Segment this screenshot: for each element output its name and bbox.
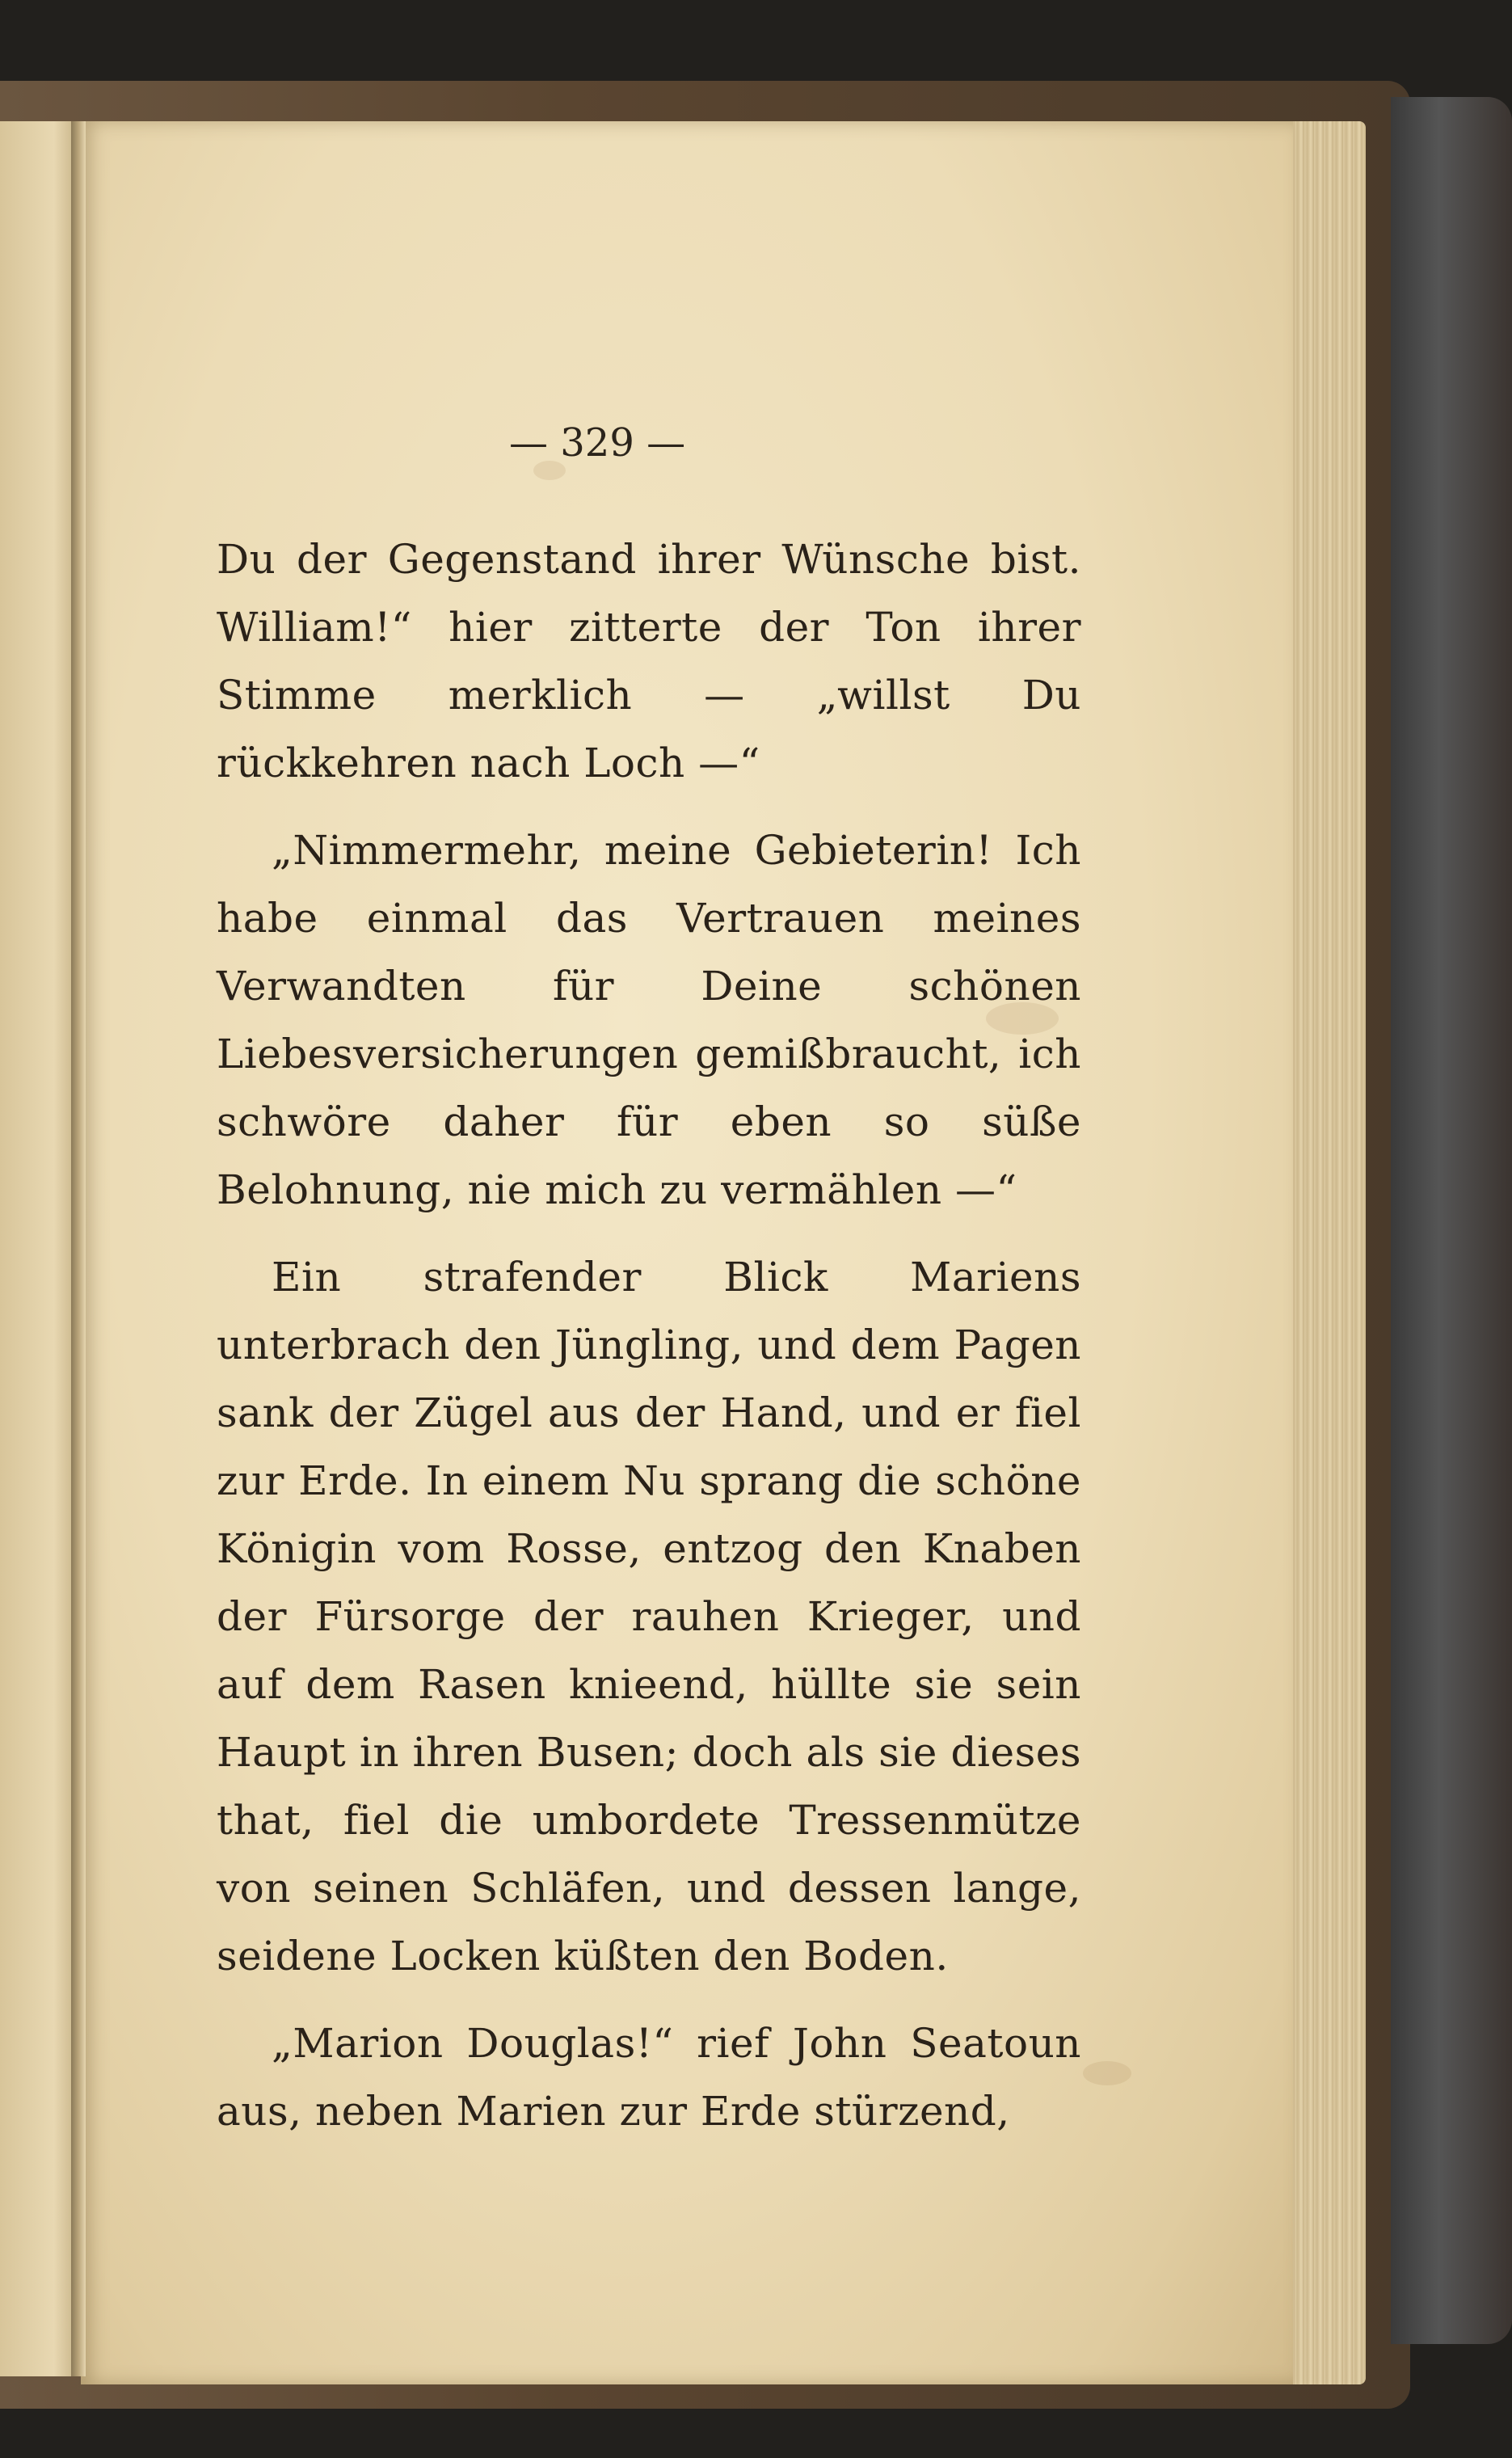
page-text (217, 525, 1081, 2145)
book-cover-edge (1391, 97, 1512, 2344)
paragraph: „Nimmermehr, meine Gebieterin! Ich habe einmal das Vertrauen meines Verwandten für Deine schönen Liebesversicherungen gemißbraucht, ich schwöre daher für eben so süße Belohnung, nie mich zu vermählen —“ (217, 827, 1081, 1213)
paragraph: Ein strafender Blick Mariens unterbrach den Jüngling, und dem Pagen sank der Zügel aus der Hand, und er fiel zur Erde. In einem Nu sprang die schöne Königin vom Rosse, entzog den Knaben der Fürsorge der rauhen Krieger, und auf dem Rasen knieend, hüllte sie sein Haupt in ihren Busen; doch als sie dieses that, fiel die umbordete Tressenmütze von seinen Schläfen, und dessen lange, seidene Locken küßten den Boden. (217, 1254, 1081, 1979)
book-gutter (71, 121, 86, 2376)
page-stack-edge (1285, 121, 1366, 2384)
left-page-edge (0, 121, 77, 2376)
paragraph: Du der Gegenstand ihrer Wünsche bist. William!“ hier zitterte der Ton ihrer Stimme merklich — „willst Du rückkehren nach Loch —“ (217, 536, 1081, 786)
page-number: — 329 — (509, 420, 686, 466)
paper-stain (1083, 2061, 1131, 2085)
paragraph: „Marion Douglas!“ rief John Seatoun aus, neben Marien zur Erde stürzend, (217, 2020, 1081, 2135)
